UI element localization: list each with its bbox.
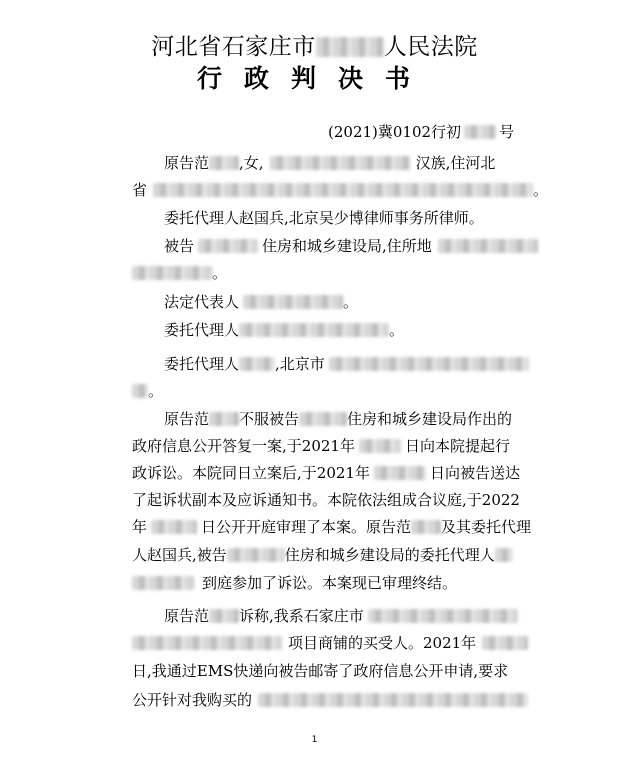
redacted-area: [482, 636, 528, 650]
text-span: 汉族,住河北: [415, 154, 496, 172]
redacted-area: [209, 156, 239, 170]
text-span: 。: [343, 293, 359, 311]
redacted-area: [209, 609, 239, 623]
text-span: 到庭参加了诉讼。本案现已审理终结。: [202, 574, 458, 592]
text-span: ,女,: [239, 154, 264, 172]
text-span: 。: [212, 264, 228, 282]
text-span: 年: [132, 518, 148, 536]
redacted-area: [243, 295, 343, 309]
text-span: 不服被告: [239, 410, 300, 428]
redacted-area: [495, 548, 513, 562]
text-span: 住房和城乡建设局,住所地: [262, 237, 432, 255]
para1-line-2: [132, 436, 510, 456]
text-span: 省: [132, 181, 148, 199]
case-number-suffix: 号: [499, 123, 515, 141]
redacted-area: [132, 576, 194, 590]
plaintiff-line-2: [132, 180, 548, 200]
redacted-area: [368, 609, 518, 623]
para2-line-1: [164, 606, 518, 626]
para2-line-3: 日,我通过EMS快递向被告邮寄了政府信息公开申请,要求: [132, 662, 509, 680]
text-span: 。: [148, 382, 164, 400]
text-span: 公开针对我购买的: [132, 691, 253, 709]
text-span: 及其委托代理: [441, 518, 532, 536]
text-span: 原告范: [164, 410, 210, 428]
text-span: 委托代理人: [164, 321, 240, 339]
defendant-agent-2-line-2: [132, 381, 163, 401]
text-span: 法定代表人: [164, 293, 240, 311]
text-span: 。: [389, 321, 405, 339]
para1-line-1: [164, 409, 512, 429]
text-span: 诉称,我系石家庄市: [239, 607, 364, 625]
document-title: 行政判决书: [196, 64, 432, 93]
para1-line-4: 了起诉状副本及应诉通知书。本院依法组成合议庭,于2022: [132, 491, 520, 509]
case-number-prefix: (2021)冀0102行初: [328, 123, 462, 141]
text-span: 住房和城乡建设局作出的: [347, 410, 513, 428]
para1-line-6: [132, 545, 513, 565]
redacted-area: [239, 357, 275, 371]
redacted-area: [198, 239, 258, 253]
redacted-area: [258, 693, 528, 707]
redacted-area: [316, 37, 384, 57]
defendant-line-1: [164, 236, 538, 256]
case-number: [328, 122, 514, 142]
redacted-area: [209, 412, 239, 426]
para2-line-2: [132, 633, 528, 653]
text-span: 政诉讼。本院同日立案后,于2021年: [132, 464, 370, 482]
text-span: 日公开开庭审理了本案。原告范: [201, 518, 412, 536]
text-span: 原告范: [164, 154, 210, 172]
defendant-agent-1: [164, 320, 404, 340]
text-span: 项目商铺的买受人。2021年: [288, 634, 477, 652]
redacted-area: [299, 412, 347, 426]
para1-line-7: [132, 573, 457, 593]
court-name-suffix: 人民法院: [383, 34, 478, 60]
text-span: ,北京市: [275, 355, 325, 373]
redacted-area: [132, 266, 212, 280]
redacted-area: [153, 183, 533, 197]
redacted-area: [270, 156, 410, 170]
court-name: [0, 33, 629, 61]
text-span: 委托代理人: [164, 355, 240, 373]
redacted-area: [151, 520, 197, 534]
redacted-area: [359, 439, 401, 453]
text-span: 日向本院提起行: [404, 437, 510, 455]
text-span: 政府信息公开答复一案,于2021年: [132, 437, 355, 455]
redacted-area: [374, 466, 426, 480]
defendant-line-2: [132, 263, 227, 283]
redacted-area: [239, 323, 389, 337]
court-name-prefix: 河北省石家庄市: [151, 34, 316, 60]
redacted-area: [132, 384, 148, 398]
plaintiff-agent: 委托代理人赵国兵,北京吴少博律师事务所律师。: [164, 209, 484, 227]
text-span: 人赵国兵,被告: [132, 546, 227, 564]
redacted-area: [411, 520, 441, 534]
text-span: 被告: [164, 237, 195, 255]
text-span: 原告范: [164, 607, 210, 625]
defendant-agent-2-line-1: [164, 354, 529, 374]
redacted-area: [227, 548, 285, 562]
text-span: 住房和城乡建设局的委托代理人: [284, 546, 495, 564]
text-span: 。: [533, 181, 549, 199]
para1-line-3: [132, 463, 520, 483]
plaintiff-line-1: [164, 153, 495, 173]
redacted-area: [132, 636, 282, 650]
text-span: 日向被告送达: [429, 464, 520, 482]
para1-line-5: [132, 517, 531, 537]
redacted-area: [329, 357, 529, 371]
redacted-area: [438, 239, 538, 253]
page-number: 1: [311, 735, 318, 745]
legal-representative: [164, 292, 358, 312]
para2-line-4: [132, 690, 528, 710]
redacted-area: [464, 125, 496, 139]
